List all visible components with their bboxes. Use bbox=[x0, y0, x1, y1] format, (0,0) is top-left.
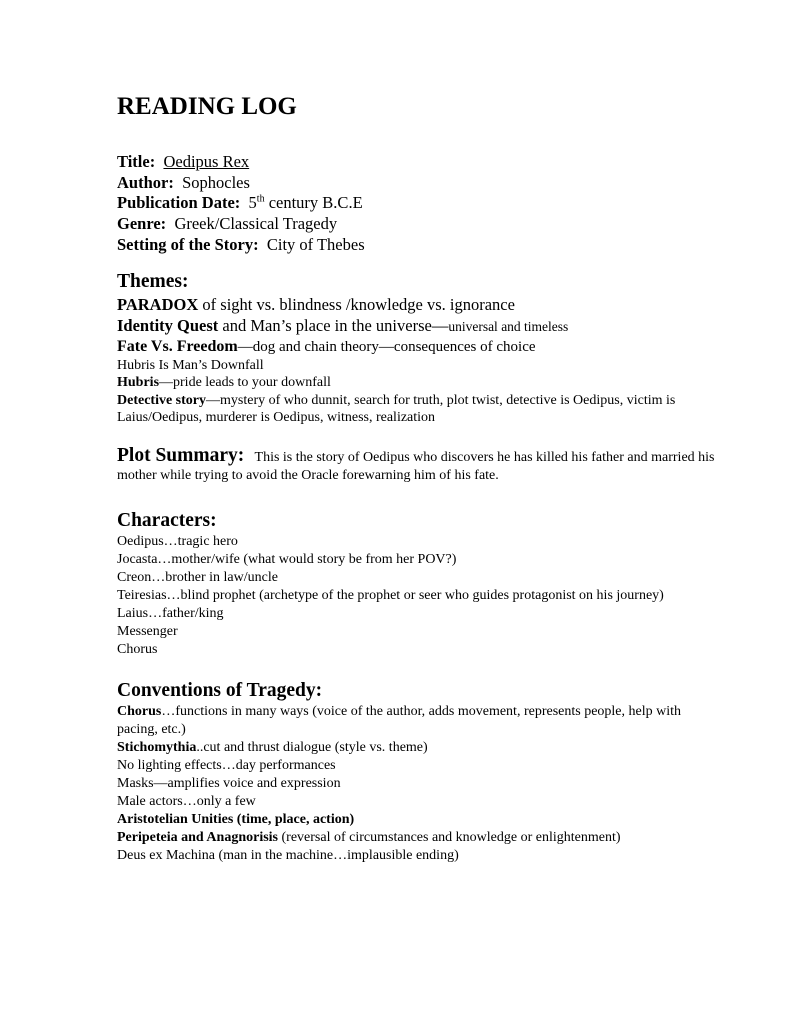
plot-summary-section bbox=[117, 444, 717, 485]
convention-peripeteia: Peripeteia and Anagnorisis (reversal of circumstances and knowledge or enlightenment) bbox=[117, 829, 621, 845]
setting-label: Setting of the Story: bbox=[117, 234, 259, 254]
genre-value: Greek/Classical Tragedy bbox=[174, 214, 338, 234]
theme-identity-quest: Identity Quest and Man’s place in the universe—universal and timeless bbox=[117, 315, 569, 335]
page-title: READING LOG bbox=[117, 93, 297, 120]
convention-chorus: Chorus…functions in many ways (voice of the author, adds movement, represents people, help with pacing, etc.) bbox=[117, 703, 681, 737]
setting-row bbox=[117, 235, 717, 256]
setting-value: City of Thebes bbox=[266, 234, 365, 254]
theme-detective-story: Detective story—mystery of who dunnit, search for truth, plot twist, detective is Oedipus, victim is Laius/Oedipus, murderer is Oedipus, witness, realization bbox=[117, 392, 676, 426]
title-value: Oedipus Rex bbox=[163, 152, 250, 171]
convention-actors: Male actors…only a few bbox=[117, 793, 256, 809]
document-body bbox=[117, 92, 717, 865]
publication-date-label: Publication Date: bbox=[117, 193, 241, 213]
conventions-heading: Conventions of Tragedy: bbox=[117, 679, 323, 701]
publication-date-ordinal: th bbox=[256, 193, 265, 205]
plot-summary-text: This is the story of Oedipus who discovers he has killed his father and married his mother while trying to avoid the Oracle forewarning him of his fate. bbox=[117, 449, 715, 483]
author-label: Author: bbox=[117, 172, 174, 192]
genre-row bbox=[117, 214, 717, 235]
characters-section bbox=[117, 509, 717, 659]
convention-lighting: No lighting effects…day performances bbox=[117, 757, 336, 773]
theme-hubris-downfall: Hubris Is Man’s Downfall bbox=[117, 357, 264, 373]
list-item: Creon…brother in law/uncle bbox=[117, 569, 278, 585]
theme-hubris: Hubris—pride leads to your downfall bbox=[117, 375, 331, 391]
title-row bbox=[117, 152, 717, 173]
convention-unities: Aristotelian Unities (time, place, action) bbox=[117, 811, 355, 827]
book-info bbox=[117, 152, 717, 256]
themes-section bbox=[117, 270, 717, 427]
list-item: Laius…father/king bbox=[117, 605, 224, 621]
themes-heading: Themes: bbox=[117, 270, 189, 292]
convention-masks: Masks—amplifies voice and expression bbox=[117, 775, 341, 791]
characters-list bbox=[117, 533, 717, 659]
list-item: Messenger bbox=[117, 623, 178, 639]
publication-date-rest: century B.C.E bbox=[264, 193, 363, 213]
title-label: Title: bbox=[117, 152, 156, 171]
list-item: Teiresias…blind prophet (archetype of the prophet or seer who guides protagonist on his journey) bbox=[117, 587, 664, 603]
list-item: Jocasta…mother/wife (what would story be from her POV?) bbox=[117, 551, 457, 567]
convention-stichomythia: Stichomythia..cut and thrust dialogue (style vs. theme) bbox=[117, 739, 428, 755]
author-row bbox=[117, 173, 717, 194]
plot-summary-heading: Plot Summary: bbox=[117, 444, 245, 466]
theme-fate-vs-freedom: Fate Vs. Freedom—dog and chain theory—consequences of choice bbox=[117, 337, 536, 355]
conventions-list bbox=[117, 703, 717, 865]
publication-date-number: 5 bbox=[248, 193, 257, 213]
theme-paradox: PARADOX of sight vs. blindness /knowledge vs. ignorance bbox=[117, 294, 515, 314]
list-item: Oedipus…tragic hero bbox=[117, 533, 238, 549]
conventions-section bbox=[117, 679, 717, 865]
publication-date-row bbox=[117, 193, 717, 214]
convention-deus-ex-machina: Deus ex Machina (man in the machine…implausible ending) bbox=[117, 847, 459, 863]
author-value: Sophocles bbox=[182, 172, 250, 192]
list-item: Chorus bbox=[117, 641, 158, 657]
characters-heading: Characters: bbox=[117, 509, 217, 531]
genre-label: Genre: bbox=[117, 214, 167, 234]
